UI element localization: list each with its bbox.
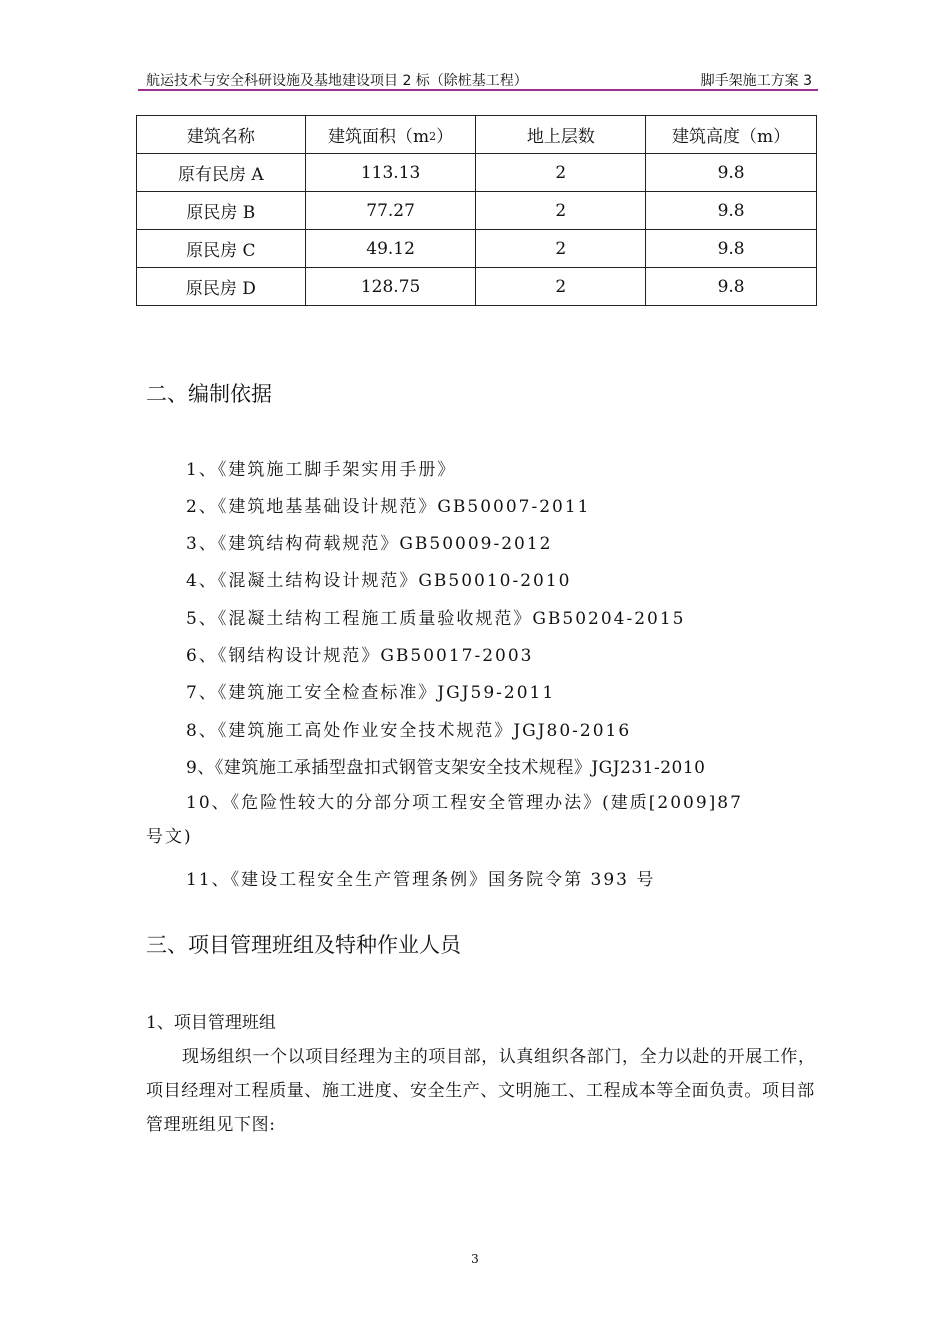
header-divider [138, 89, 818, 91]
table-cell: 2 [476, 268, 646, 306]
table-cell: 49.12 [305, 230, 476, 268]
table-row [137, 154, 817, 192]
table-header-unit-exponent: 2 [429, 130, 437, 143]
table-row [137, 268, 817, 306]
table-header-row [137, 116, 817, 154]
reference-item: 2、《建筑地基基础设计规范》GB50007-2011 [186, 497, 591, 517]
table-cell: 原民房 C [137, 230, 306, 268]
building-table [136, 115, 817, 306]
reference-item-10 [146, 786, 818, 854]
reference-item: 8、《建筑施工高处作业安全技术规范》JGJ80-2016 [186, 721, 632, 741]
table-cell: 9.8 [646, 192, 817, 230]
table-cell: 2 [476, 230, 646, 268]
reference-item: 1、《建筑施工脚手架实用手册》 [186, 460, 457, 480]
subsection-heading: 1、项目管理班组 [146, 1013, 276, 1033]
table-header-cell: 建筑名称 [137, 116, 306, 154]
table-header-cell: 地上层数 [476, 116, 646, 154]
reference-item-10-line1: 10、《危险性较大的分部分项工程安全管理办法》(建质[2009]87 [186, 793, 743, 813]
reference-item-11: 11、《建设工程安全生产管理条例》国务院令第 393 号 [186, 870, 656, 890]
table-header-text: ） [436, 127, 454, 147]
page-number: 3 [471, 1252, 479, 1266]
table-cell: 128.75 [305, 268, 476, 306]
table-cell: 9.8 [646, 154, 817, 192]
table-header-cell: 建筑高度（m） [646, 116, 817, 154]
reference-item-10-line2: 号文) [146, 827, 193, 847]
table-cell: 2 [476, 154, 646, 192]
section-heading-basis: 二、编制依据 [146, 382, 272, 406]
reference-item: 3、《建筑结构荷载规范》GB50009-2012 [186, 534, 553, 554]
reference-item: 9、《建筑施工承插型盘扣式钢管支架安全技术规程》JGJ231-2010 [186, 758, 706, 778]
table-cell: 原民房 D [137, 268, 306, 306]
reference-item: 5、《混凝土结构工程施工质量验收规范》GB50204-2015 [186, 609, 686, 629]
reference-item: 4、《混凝土结构设计规范》GB50010-2010 [186, 571, 572, 591]
table-cell: 9.8 [646, 268, 817, 306]
table-cell: 77.27 [305, 192, 476, 230]
header-project-title: 航运技术与安全科研设施及基地建设项目 2 标（除桩基工程） [146, 73, 528, 89]
table-header-cell [305, 116, 476, 154]
table-cell: 原民房 B [137, 192, 306, 230]
table-row [137, 192, 817, 230]
header-doc-title: 脚手架施工方案 3 [700, 73, 812, 89]
section-heading-team: 三、项目管理班组及特种作业人员 [146, 933, 461, 957]
table-cell: 113.13 [305, 154, 476, 192]
table-row [137, 230, 817, 268]
reference-item: 6、《钢结构设计规范》GB50017-2003 [186, 646, 534, 666]
table-header-text: 建筑面积（m [328, 127, 430, 147]
table-cell: 2 [476, 192, 646, 230]
table-cell: 原有民房 A [137, 154, 306, 192]
body-paragraph: 现场组织一个以项目经理为主的项目部，认真组织各部门，全力以赴的开展工作，项目经理对工程质量、施工进度、安全生产、文明施工、工程成本等全面负责。项目部管理班组见下图: [146, 1047, 816, 1135]
reference-item: 7、《建筑施工安全检查标准》JGJ59-2011 [186, 683, 556, 703]
table-cell: 9.8 [646, 230, 817, 268]
